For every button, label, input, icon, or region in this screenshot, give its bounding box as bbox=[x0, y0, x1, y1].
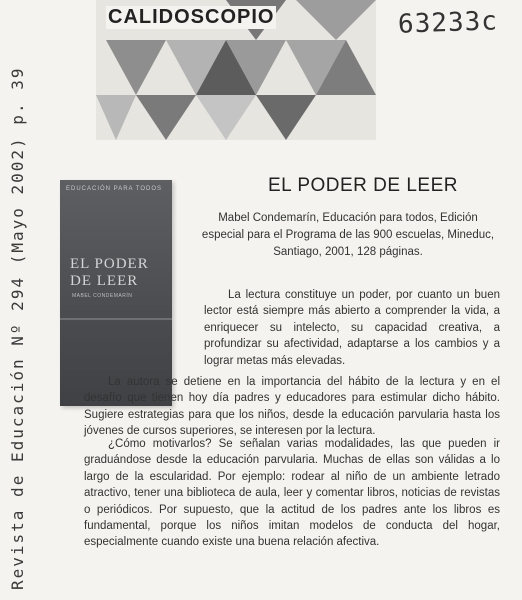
handwritten-source-note: Revista de Educación Nº 294 (Mayo 2002) p. 39 bbox=[8, 66, 27, 590]
book-series: EDUCACIÓN PARA TODOS bbox=[66, 186, 163, 192]
book-cover-title: EL PODER DE LEER bbox=[70, 256, 149, 289]
article-title: EL PODER DE LEER bbox=[268, 175, 458, 196]
cover-divider bbox=[60, 318, 172, 320]
article-paragraph: La lectura constituye un poder, por cuanto un buen lector está siempre más abierto a comprender la vida, a enriquecer su intelecto, su capacidad creativa, a profundizar su afectividad, adaptarse a los cambios y a lograr metas más elevadas. bbox=[204, 289, 500, 367]
section-title: CALIDOSCOPIO bbox=[108, 6, 275, 28]
catalog-number: 63233c bbox=[397, 6, 499, 40]
book-cover-author: MABEL CONDEMARÍN bbox=[72, 293, 133, 299]
section-banner bbox=[96, 0, 376, 140]
article-paragraph: La autora se detiene en la importancia del hábito de la lectura y en el desafío que tienen hoy día padres y educadores para estimular dicho hábito. Sugiere estrategias para que los niños, desde la educación parvularia hasta los jóvenes de cursos superiores, se interesen por la lectura. bbox=[84, 376, 500, 438]
book-citation: Mabel Condemarín, Educación para todos, Edición especial para el Programa de las 900 escuelas, Mineduc, Santiago, 2001, 128 páginas. bbox=[201, 212, 495, 258]
book-cover-image bbox=[60, 180, 172, 406]
article-paragraph: ¿Cómo motivarlos? Se señalan varias modalidades, las que pueden ir graduándose desde la educación parvularia. Muchas de ellas son válidas a lo largo de la escularidad. Por ejemplo: rodear al niño de un ambiente letrado atractivo, tener una biblioteca de aula, leer y comentar libros, noticias de revistas o periódicos. Por supuesto, que la actitud de los padres ante los libros es fundamental, porque los niños imitan modelos de conducta del hogar, especialmente cuando existe una buena relación afectiva. bbox=[84, 438, 500, 549]
